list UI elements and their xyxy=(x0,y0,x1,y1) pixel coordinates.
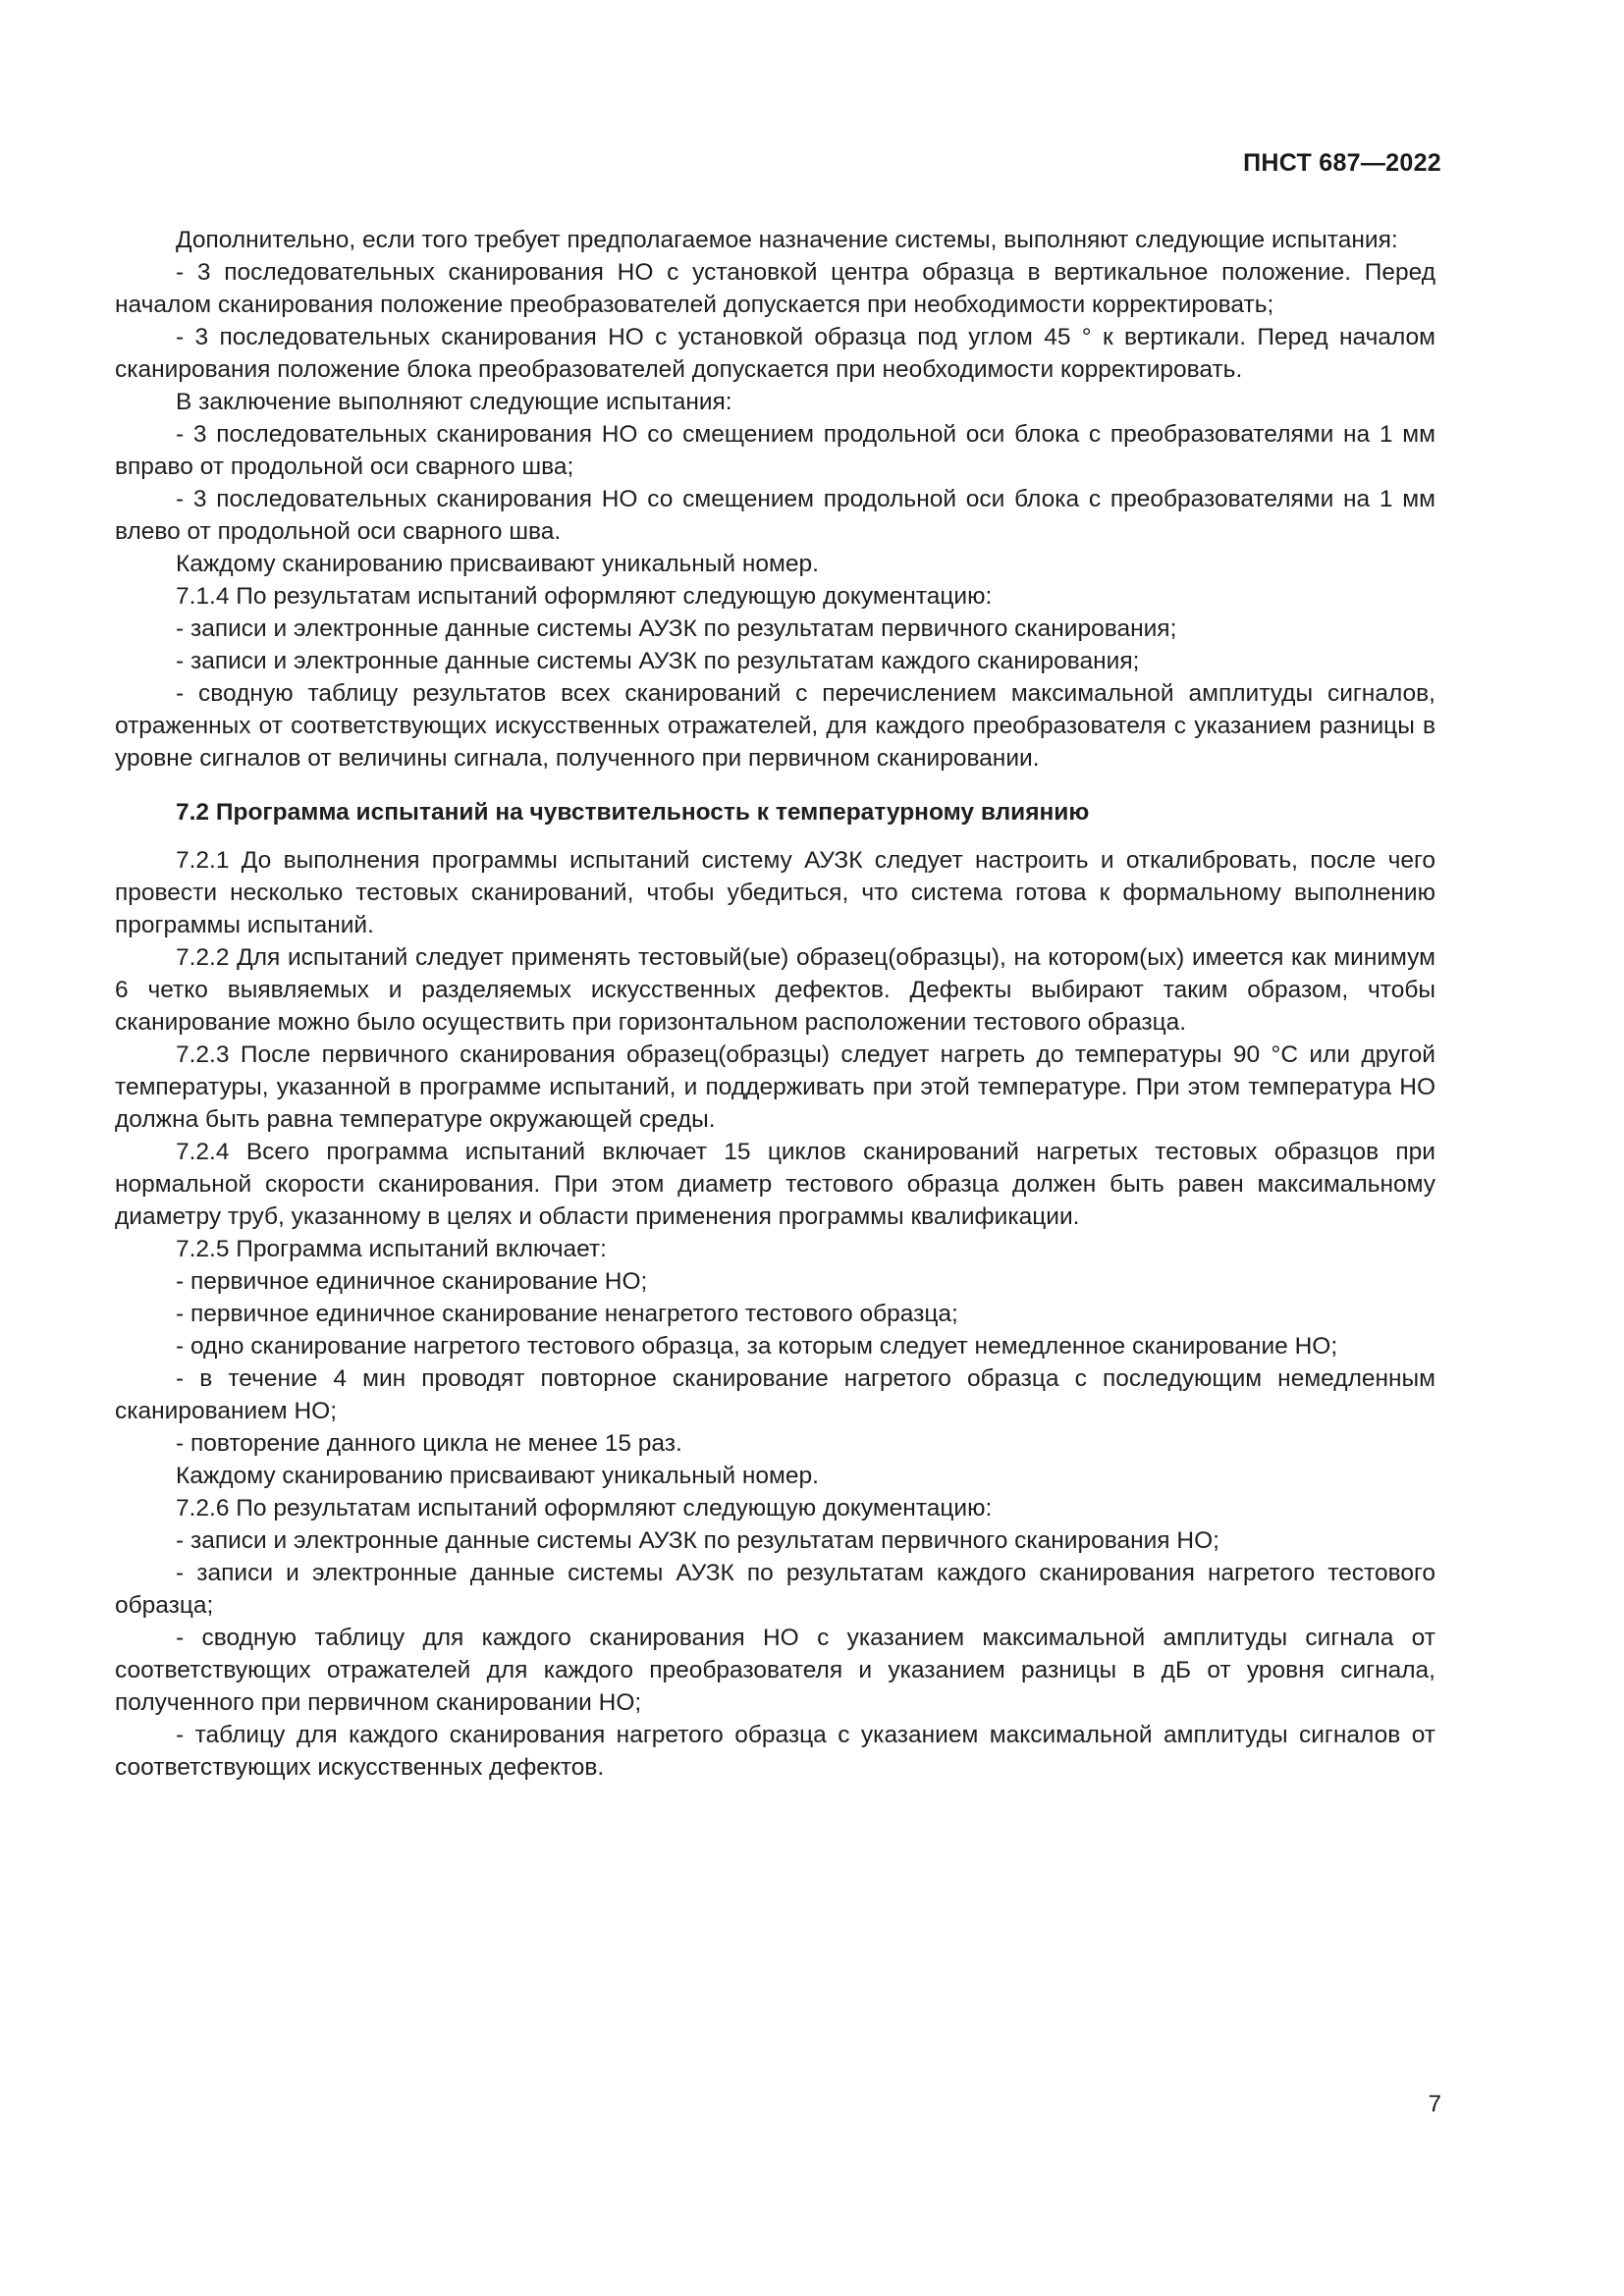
section-7-2 xyxy=(115,844,1435,1784)
section-7-1-continued xyxy=(115,224,1435,774)
paragraph: 7.1.4 По результатам испытаний оформляют следующую документацию: xyxy=(176,583,993,610)
list-item: - таблицу для каждого сканирования нагретого образца с указанием максимальной амплитуды сигналов от соответствующих искусственных дефектов. xyxy=(115,1722,1435,1781)
list-item: - записи и электронные данные системы АУЗК по результатам каждого сканирования; xyxy=(176,648,1140,674)
paragraph: 7.2.5 Программа испытаний включает: xyxy=(176,1236,607,1262)
list-item: - 3 последовательных сканирования НО с установкой образца под углом 45 ° к вертикали. Перед началом сканирования положение блока преобразователей допускается при необходимости корректировать. xyxy=(115,324,1435,383)
list-item: - записи и электронные данные системы АУЗК по результатам первичного сканирования; xyxy=(176,615,1177,642)
paragraph: 7.2.2 Для испытаний следует применять тестовый(ые) образец(образцы), на котором(ых) имеется как минимум 6 четко выявляемых и разделяемых искусственных дефектов. Дефекты выбирают таким образом, чтобы сканирование можно было осуществить при горизонтальном расположении тестового образца. xyxy=(115,944,1435,1036)
paragraph: 7.2.3 После первичного сканирования образец(образцы) следует нагреть до температуры 90 °С или другой температуры, указанной в программе испытаний, и поддерживать при этой температуре. При этом температура НО должна быть равна температуре окружающей среды. xyxy=(115,1041,1435,1133)
list-item: - одно сканирование нагретого тестового образца, за которым следует немедленное сканирование НО; xyxy=(176,1333,1338,1360)
paragraph: 7.2.6 По результатам испытаний оформляют следующую документацию: xyxy=(176,1495,993,1522)
paragraph: 7.2.4 Всего программа испытаний включает 15 циклов сканирований нагретых тестовых образцов при нормальной скорости сканирования. При этом диаметр тестового образца должен быть равен максимальному диаметру труб, указанному в целях и области применения программы квалификации. xyxy=(115,1139,1435,1230)
paragraph: Каждому сканированию присваивают уникальный номер. xyxy=(176,1463,819,1489)
paragraph: Каждому сканированию присваивают уникальный номер. xyxy=(176,551,819,577)
paragraph: В заключение выполняют следующие испытания: xyxy=(176,389,732,415)
list-item: - записи и электронные данные системы АУЗК по результатам каждого сканирования нагретого тестового образца; xyxy=(115,1560,1435,1619)
list-item: - 3 последовательных сканирования НО со смещением продольной оси блока с преобразователями на 1 мм влево от продольной оси сварного шва. xyxy=(115,486,1435,545)
paragraph: Дополнительно, если того требует предполагаемое назначение системы, выполняют следующие испытания: xyxy=(176,227,1398,253)
page-number: 7 xyxy=(1428,2091,1441,2117)
document-code-header: ПНСТ 687—2022 xyxy=(1243,149,1441,177)
document-body xyxy=(115,224,1435,1784)
list-item: - сводную таблицу результатов всех сканирований с перечислением максимальной амплитуды сигналов, отраженных от соответствующих искусственных отражателей, для каждого преобразователя с указанием разницы в уровне сигналов от величины сигнала, полученного при первичном сканировании. xyxy=(115,680,1435,772)
list-item: - сводную таблицу для каждого сканирования НО с указанием максимальной амплитуды сигнала от соответствующих отражателей для каждого преобразователя и указанием разницы в дБ от уровня сигнала, полученного при первичном сканировании НО; xyxy=(115,1625,1435,1716)
list-item: - 3 последовательных сканирования НО со смещением продольной оси блока с преобразователями на 1 мм вправо от продольной оси сварного шва; xyxy=(115,421,1435,480)
list-item: - записи и электронные данные системы АУЗК по результатам первичного сканирования НО; xyxy=(176,1527,1219,1554)
paragraph: 7.2.1 До выполнения программы испытаний систему АУЗК следует настроить и откалибровать, после чего провести несколько тестовых сканирований, чтобы убедиться, что система готова к формальному выполнению программы испытаний. xyxy=(115,847,1435,938)
list-item: - 3 последовательных сканирования НО с установкой центра образца в вертикальное положение. Перед началом сканирования положение преобразователей допускается при необходимости корректировать; xyxy=(115,259,1435,318)
list-item: - в течение 4 мин проводят повторное сканирование нагретого образца с последующим немедленным сканированием НО; xyxy=(115,1365,1435,1424)
section-7-2-title: 7.2 Программа испытаний на чувствительность к температурному влиянию xyxy=(176,799,1090,826)
list-item: - первичное единичное сканирование НО; xyxy=(176,1268,648,1295)
list-item: - повторение данного цикла не менее 15 раз. xyxy=(176,1430,682,1457)
list-item: - первичное единичное сканирование ненагретого тестового образца; xyxy=(176,1301,958,1327)
